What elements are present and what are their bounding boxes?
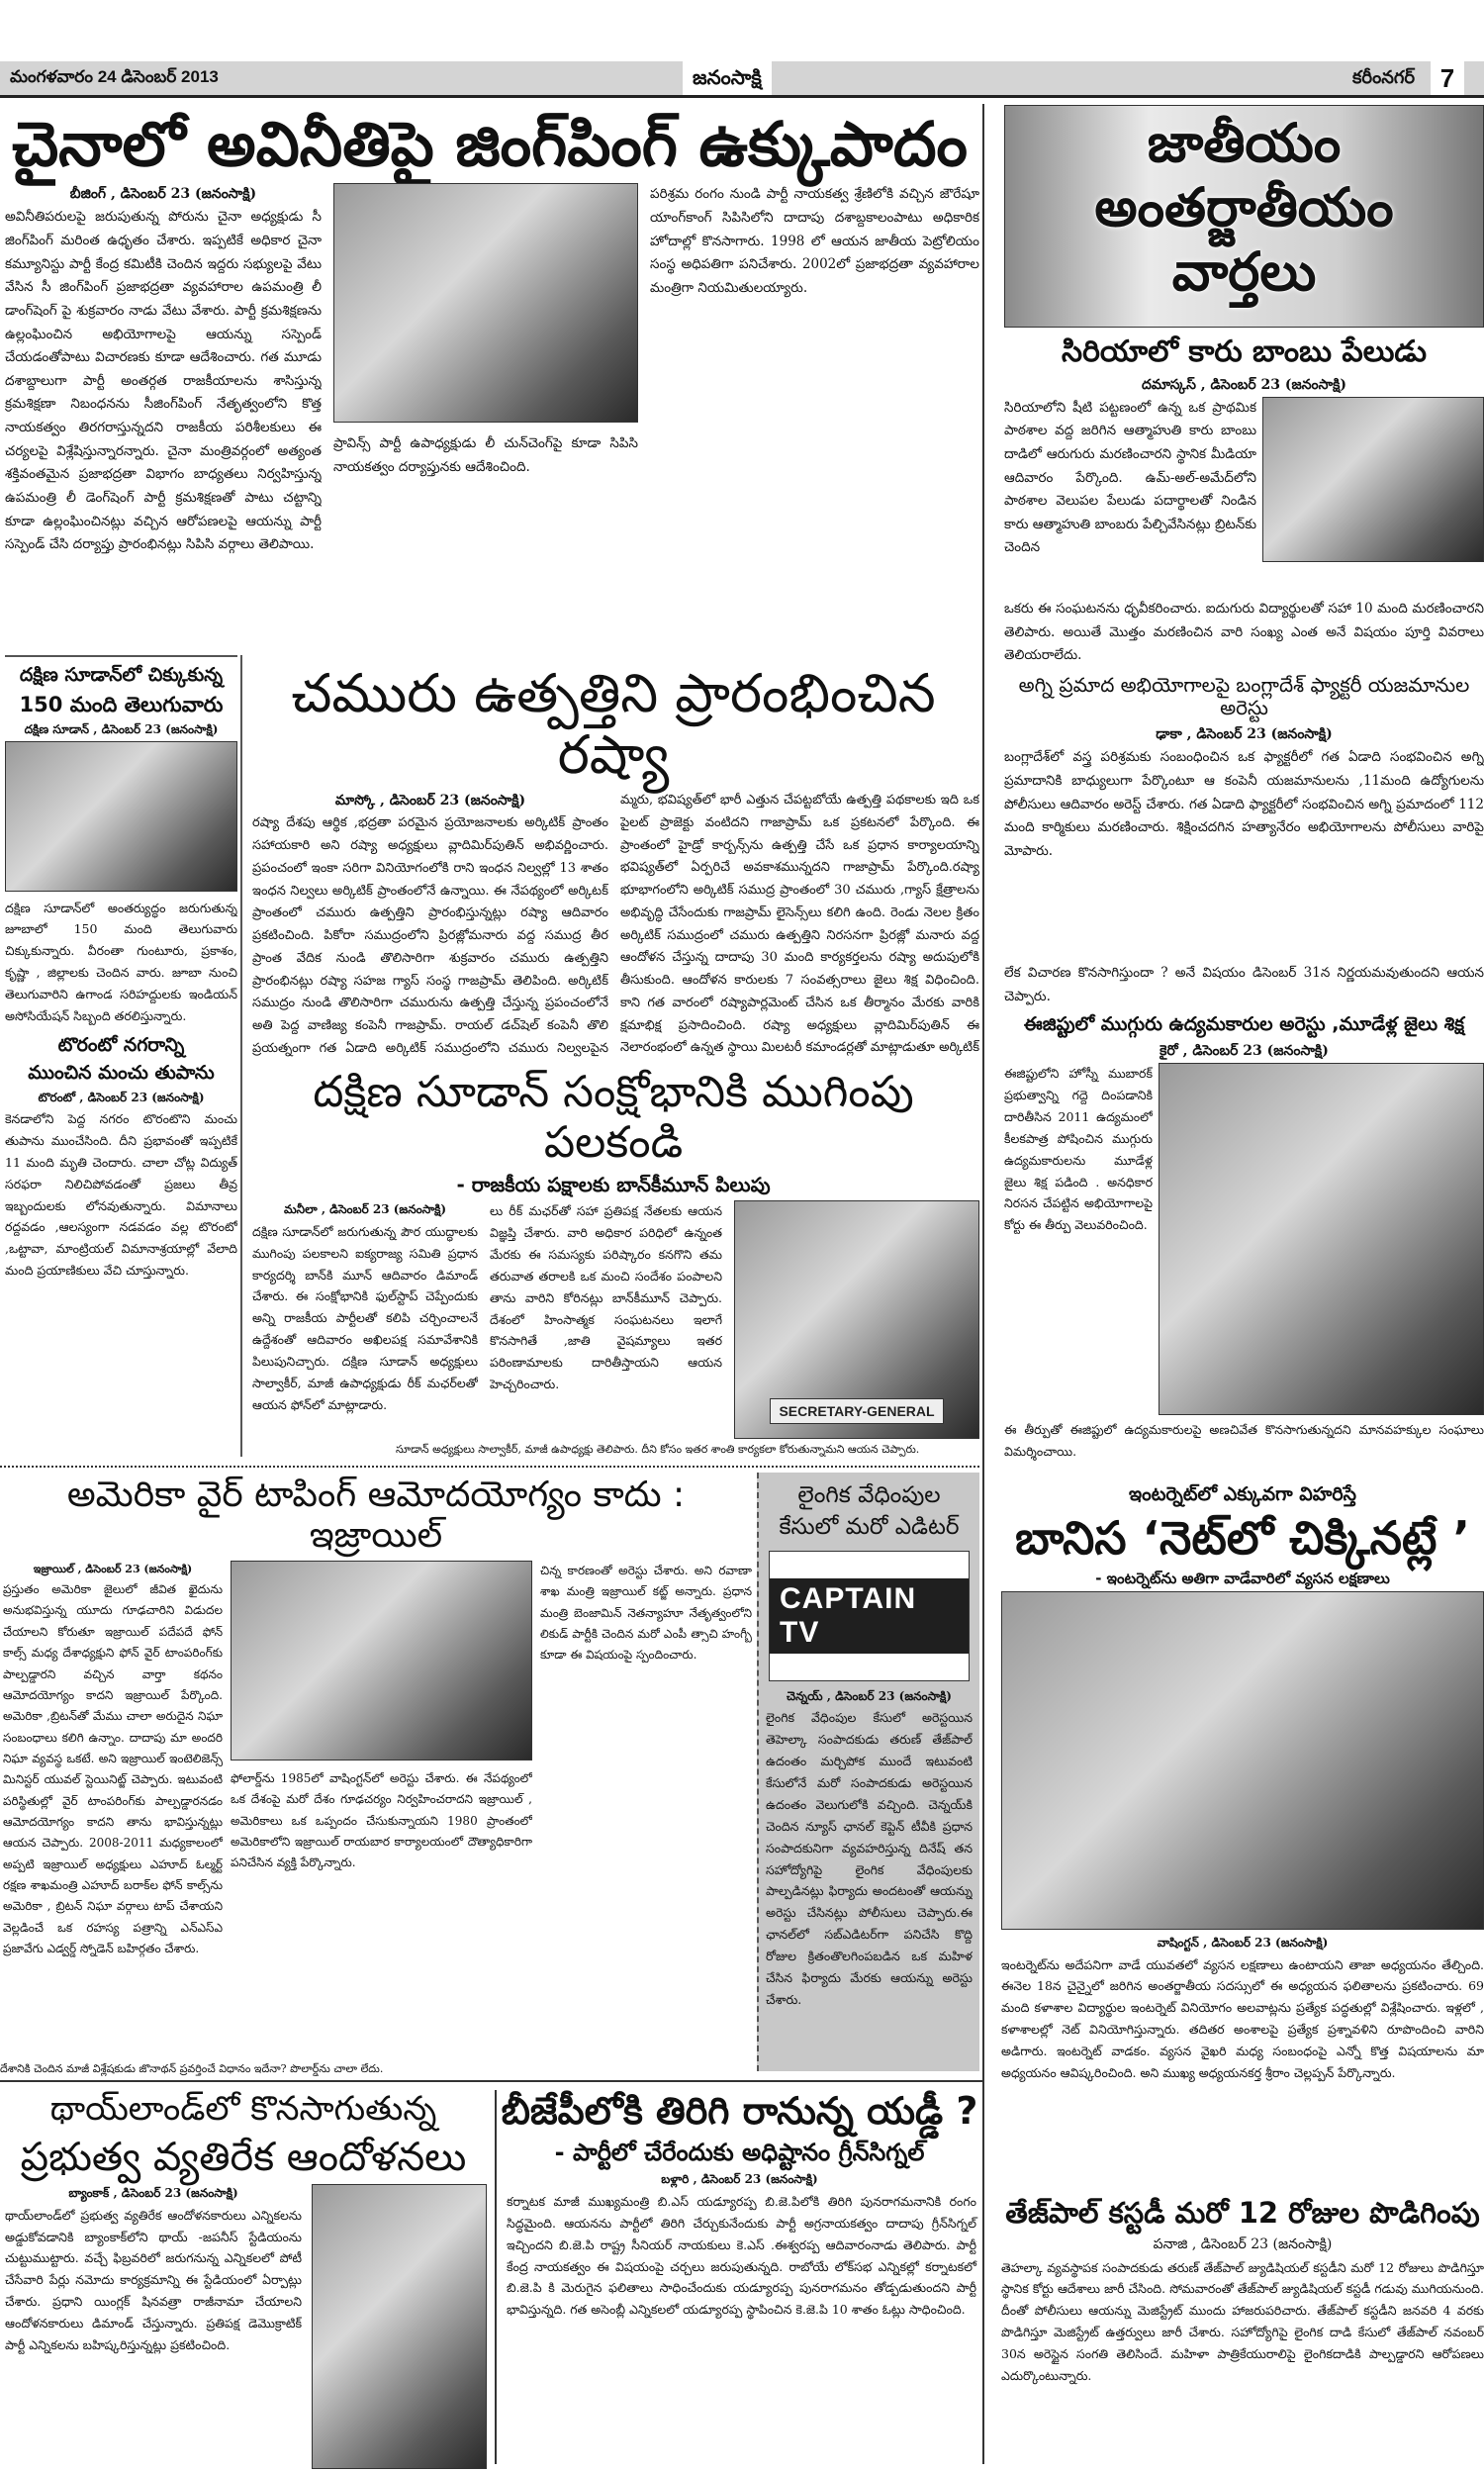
- internet-kicker: ఇంటర్నెట్‌లో ఎక్కువగా విహరిస్తే: [1129, 1483, 1356, 1505]
- sudan-telugu-dateline: దక్షిణ సూడాన్ , డిసెంబర్ 23 (జనంసాక్షి): [24, 721, 219, 736]
- sudan-un-subhead: - రాజకీయ పక్షాలకు బాన్‌కీమూన్ పిలుపు: [456, 1173, 771, 1197]
- china-headline: చైనాలో అవినీతిపై జింగ్‌పింగ్ ఉక్కుపాదం: [12, 108, 968, 180]
- thailand-article: [0, 2088, 487, 2469]
- editor-headline-1: లైంగిక వేధింపుల: [797, 1482, 941, 1508]
- sudan-un-body-col2: లు రీక్ మఛర్‌తో సహా ప్రతిపక్ష నేతలకు ఆయన విజ్ఞప్తి చేశారు. వారి అధికార పరిధిలో ఉన్నంత మేరకు ఈ సమస్యకు పరిష్కారం కనగొని తమ తరువాత తరాలకి ఒక మంచి సందేశం పంపాలని తాను వారిని కోరినట్లు బాన్‌కీమూన్ చెప్పారు. దేశంలో హింసాత్మక సంఘటనలు ఇలాగే కొనసాగితే ,జాతి వైషమ్యాలు ఇతర పరింణామాలకు దారితీస్తాయని ఆయన హెచ్చరించారు.: [490, 1203, 722, 1392]
- section-divider: [0, 2080, 982, 2082]
- telugu-people-photo: [5, 741, 237, 892]
- egypt-body: ఈజిప్టులోని హోస్నీ ముబారక్ ప్రభుత్వాన్ని గద్దె దింపడానికి దారితీసిన 2011 ఉద్యమంలో కీలకపాత్ర పోషించిన ముగ్గురు ఉద్యమకారులను మూడేళ్ల జైలు శిక్ష పడింది . అనధికార నిరసన చేపట్టిన అభియోగాలపై కోర్టు ఈ తీర్పు వెలువరించింది.: [1004, 1066, 1153, 1233]
- bjp-body: కర్నాటక మాజీ ముఖ్యమంత్రి బి.ఎస్ యడ్యూరప్ప బి.జె.పిలోకి తిరిగి పునరాగమనానికి రంగం సిద్ధమైంది. ఆయనను పార్టీలో తిరిగి చేర్చుకునేందుకు పార్టీ అగ్రనాయకత్వం దాదాపు గ్రీన్‌సిగ్నల్ ఇచ్చిందని బి.జె.పి రాష్ట్ర సీనియర్ నాయకులు కె.ఎస్ .ఈశ్వరప్ప ఆదివారంనాడు తెలిపారు. పార్టీ కేంద్ర నాయకత్వం ఈ విషయంపై చర్చలు జరుపుతున్నది. రాబోయే లోక్‌సభ ఎన్నికల్లో కర్నాటకలో బి.జె.పి కి మెరుగైన ఫలితాలు సాధించేందుకు యడ్యూరప్ప పునరాగమనం తోడ్పడుతుందని పార్టీ భావిస్తున్నది. గత అసెంబ్లీ ఎన్నికలలో యడ్యూరప్ప స్థాపించిన కె.జె.పి 10 శాతం ఓట్లు సాధించింది.: [507, 2193, 976, 2318]
- egypt-body-end: ఈ తీర్పుతో ఈజిప్టులో ఉద్యమకారులపై అణచివేత కొనసాగుతున్నదని మానవహక్కుల సంఘాలు విమర్శించాయి.: [1004, 1422, 1484, 1460]
- syria-body: సిరియాలోని షీటి పట్టణంలో ఉన్న ఒక ప్రాథమిక పాఠశాల వద్ద జరిగిన ఆత్మాహుతి కారు బాంబు దాడిలో ఆరుగురు మరణించారని స్థానిక మీడియా ఆదివారం పేర్కొంది. ఉమ్-అల్-అమేద్‌లోని పాఠశాల వెలుపల పేలుడు పదార్థాలతో నిండిన కారు ఆత్మాహుతి బాంబరు పేల్చివేసినట్లు బ్రిటన్‌కు చెందిన: [1004, 399, 1256, 556]
- russia-dateline: మాస్కో , డిసెంబర్ 23 (జనంసాక్షి): [334, 793, 526, 809]
- captain-tv-logo: [769, 1551, 970, 1681]
- israel-bottom-line: దేశానికి చెందిన మాజీ విశ్లేషకుడు జొనాథన్ ప్రవర్తించే విధానం ఇదేనా? పొలార్డ్‌ను చాలా లేదు.: [0, 2061, 384, 2075]
- toronto-dateline: టొరంటో , డిసెంబర్ 23 (జనంసాక్షి): [38, 1090, 205, 1104]
- israel-body-col2: ఫోలార్డ్‌ను 1985లో వాషింగ్టన్‌లో అరెస్టు చేశారు. ఈ నేపథ్యంలో ఒక దేశంపై మరో దేశం గూఢచర్యం నిర్వహించరాదని ఇజ్రాయిల్ , అమెరికాలు ఒక ఒప్పందం చేసుకున్నాయని 1980 ప్రాంతంలో అమెరికాలోని ఇజ్రాయిల్ రాయబార కార్యాలయంలో దౌత్యాధికారిగా పనిచేసిన వ్యక్తి పేర్కొన్నారు.: [231, 1770, 532, 1870]
- car-bomb-photo: [1262, 397, 1484, 562]
- ban-ki-moon-photo: [734, 1200, 979, 1439]
- syria-article: [989, 328, 1484, 668]
- banner-line-2: అంతర్జాతీయం: [1094, 175, 1394, 238]
- thailand-dateline: బ్యాంకాక్ , డిసెంబర్ 23 (జనంసాక్షి): [68, 2186, 238, 2201]
- china-body-col3: పరిశ్రమ రంగం నుండి పార్టీ నాయకత్వ శ్రేణిలోకి వచ్చిన జౌరేషూ యాంగ్‌కాంగ్ సిపిసిలోని దాదాపు దశాబ్దకాలంపాటు అధికారిక హోదాల్లో కొనసాగారు. 1998 లో ఆయన జాతీయ పెట్రోలియం సంస్థ అధిపతిగా పనిచేశారు. 2002లో ప్రజాభద్రతా వ్యవహారాల మంత్రిగా నియమితులయ్యారు.: [650, 186, 979, 296]
- sudan-telugu-headline-2: 150 మంది తెలుగువారు: [19, 692, 224, 716]
- bangladesh-body-end: లేక విచారణ కొనసాగిస్తుందా ? అనే విషయం డిసెంబర్ 31న నిర్ణయమవుతుందని ఆయన చెప్పారు.: [1004, 964, 1484, 1004]
- computer-user-photo: [1001, 1591, 1484, 1930]
- toronto-article: [5, 1027, 237, 1457]
- syria-body-end: ఒకరు ఈ సంఘటనను ధృవీకరించారు. ఐదుగురు విద్యార్థులతో సహా 10 మంది మరణించారని తెలిపారు. అయితే మొత్తం మరణించిన వారి సంఖ్య ఎంత అనే విషయం పూర్తి వివరాలు తెలియరాలేదు.: [1004, 601, 1484, 664]
- china-dateline: బీజింగ్ , డిసెంబర్ 23 (జనంసాక్షి): [69, 186, 257, 203]
- tejpal-article: [989, 2189, 1484, 2466]
- bjp-dateline: బళ్లారి , డిసెంబర్ 23 (జనంసాక్షి): [661, 2172, 818, 2187]
- column-divider: [240, 655, 242, 1457]
- column-divider: [982, 104, 984, 2464]
- section-divider: [0, 1466, 979, 1468]
- sudan-un-caption-strip: సూడాన్ అధ్యక్షులు సాల్వాకీర్, మాజీ ఉపాధ్యక్షు తెలిపారు. దీని కోసం ఇతర శాంతి కార్యకలా కోరుతున్నామని ఆయన చెప్పారు.: [396, 1442, 920, 1456]
- egypt-headline: ఈజిప్టులో ముగ్గురు ఉద్యమకారుల అరెస్టు ,మూడేళ్ల జైలు శిక్ష: [1023, 1013, 1465, 1036]
- editor-body: లైంగిక వేధింపుల కేసులో అరెస్టయిన తెహెల్కా సంపాదకుడు తరుణ్ తేజ్‌పాల్ ఉదంతం మర్చిపోక ముందే ఇటువంటి కేసులోనే మరో సంపాదకుడు అరెస్టయిన ఉదంతం వెలుగులోకి వచ్చింది. చెన్నయ్‌కి చెందిన న్యూస్ ఛానల్ కెప్టెన్ టీవీకి ప్రధాన సంపాదకునిగా వ్యవహరిస్తున్న దినేష్ తన సహోద్యోగిపై లైంగిక వేధింపులకు పాల్పడినట్లు ఫిర్యాదు అందటంతో ఆయన్ను అరెస్టు చేసినట్లు పోలీసులు చెప్పారు.ఈ ఛానల్‌లో సబ్‌ఎడిటర్‌గా పనిచేసి కొద్ది రోజుల క్రితంతొలగింపబడిన ఒక మహిళ చేసిన ఫిర్యాదు మేరకు ఆయన్ను అరెస్టు చేశారు.: [766, 1710, 973, 2007]
- sudan-telugu-body: దక్షిణ సూడాన్‌లో అంతర్యుద్ధం జరుగుతున్న జూబాలో 150 మంది తెలుగువారు చిక్కుకున్నారు. వీరంతా గుంటూరు, ప్రకాశం, కృష్ణా , జిల్లాలకు చెందిన వారు. జూబా నుంచి తెలుగువారిని ఉగాండ సరిహద్దులకు ఇండియన్ అసోసియేషన్ సిబ్బంది తరలిస్తున్నారు.: [5, 900, 237, 1023]
- tejpal-dateline: పనాజి , డిసెంబర్ 23 (జనంసాక్షి): [1153, 2236, 1333, 2253]
- china-body-col1: అవినీతిపరులపై జరుపుతున్న పోరును చైనా అధ్యక్షుడు సీ జింగ్‌పింగ్ మరింత ఉధృతం చేశారు. ఇప్పటికే అధికార చైనా కమ్యూనిస్టు పార్టీ కేంద్ర కమిటీకి చెందిన ఇద్దరు సభ్యులపై వేటు వేసిన సీ జింగ్‌పింగ్ ప్రజాభద్రతా వ్యవహారాల ఉపమంత్రి లీ డాంగ్‌షెంగ్ పై శుక్రవారం నాడు వేటు వేశారు. పార్టీ క్రమశిక్షణను ఉల్లంఘించిన అభియోగాలపై ఆయన్ను సస్పెండ్ చేయడంతోపాటు విచారణకు కూడా ఆదేశించారు. గత మూడు దశాబ్దాలుగా పార్టీ అంతర్గత రాజకీయాలను శాసిస్తున్న క్రమశిక్షణా నిబంధనను సీజింగ్‌పింగ్ నేతృత్వంలోని కొత్త నాయకత్వం తిరగరాస్తున్నదని రాజకీయ పరిశీలకులు ఈ చర్యలపై విశ్లేషిస్తున్నారన్నారు. చైనా మంత్రివర్గంలో అత్యంత శక్తివంతమైన ప్రజాభద్రతా విభాగం బాధ్యతలు నిర్వహిస్తున్న ఉపమంత్రి లీ డెంగ్‌షెంగ్ పార్టీ క్రమశిక్షణతో పాటు చట్టాన్ని కూడా ఉల్లంఘించినట్లు వచ్చిన ఆరోపణలపై ఆయన్ను పార్టీ సస్పెండ్ చేసి దర్యాప్తు ప్రారంభినట్లు సిపిసి వర్గాలు తెలిపాయి.: [5, 209, 322, 553]
- tejpal-headline: తేజ్‌పాల్ కస్టడీ మరో 12 రోజుల పొడిగింపు: [1005, 2196, 1480, 2230]
- left-sidebar: [5, 655, 237, 1457]
- jail-bars-photo: [1159, 1063, 1484, 1415]
- bjp-headline: బీజేపీలోకి తిరిగి రానున్న యడ్డీ ?: [501, 2089, 978, 2133]
- toronto-headline-2: ముంచిన మంచు తుపాను: [28, 1061, 215, 1084]
- middle-column: [247, 661, 979, 1463]
- internet-headline: బానిస ‘నెట్‌లో చిక్కినట్లే ’: [1015, 1510, 1470, 1565]
- bangladesh-headline: అగ్ని ప్రమాద అభియోగాలపై బంగ్లాదేశ్ ఫ్యాక్టరీ యజమానుల అరెస్టు: [1018, 673, 1470, 720]
- israel-headline: అమెరికా వైర్ టాపింగ్ ఆమోదయోగ్యం కాదు : ఇజ్రాయిల్: [66, 1475, 686, 1557]
- russia-article: [247, 661, 979, 1062]
- banner-line-1: జాతీయం: [1147, 112, 1342, 174]
- paper-logo: జనంసాక్షి: [683, 61, 772, 95]
- editor-dateline: చెన్నయ్ , డిసెంబర్ 23 (జనంసాక్షి): [787, 1688, 952, 1703]
- syria-dateline: దమాస్కస్ , డిసెంబర్ 23 (జనంసాక్షి): [1141, 376, 1347, 393]
- section-banner: [1004, 105, 1484, 328]
- toronto-body: కెనడాలోని పెద్ద నగరం టొరంటొని మంచు తుపాను ముంచేసింది. దీని ప్రభావంతో ఇప్పటికే 11 మంది మృతి చెందారు. చాలా చోట్ల విద్యుత్ సరఫరా నిలిచిపోవడంతో ప్రజలు తీవ్ర ఇబ్బందులకు లోనవుతున్నారు. విమానాలు రద్దవడం ,ఆలస్యంగా నడవడం వల్ల టొరంటో ,ఒట్టావా, మాంట్రియల్ విమానాశ్రయాల్లో వేలాది మంది ప్రయాణికులు వేచి చూస్తున్నారు.: [5, 1111, 237, 1279]
- xi-jinping-photo: [333, 183, 638, 423]
- banner-line-3: వార్తలు: [1171, 239, 1317, 303]
- china-body-col2: ప్రావిన్స్ పార్టీ ఉపాధ్యక్షుడు లీ చున్‌చెంగ్‌పై కూడా సిపిసి నాయకత్వం దర్యాప్తునకు ఆదేశించింది.: [333, 435, 638, 475]
- sudan-telugu-headline-1: దక్షిణ సూడాన్‌లో చిక్కుకున్న: [19, 664, 224, 686]
- israel-body-col1: ప్రస్తుతం అమెరికా జైలులో జీవిత ఖైదును అనుభవిస్తున్న యూదు గూఢచారిని విడుదల చేయాలని కోరుతూ ఇజ్రాయిల్ పదేపదే ఫోన్ కాల్స్ మధ్య దేశాధ్యక్షుని ఫోన్ వైర్ టాంపరింగ్‌కు పాల్పడ్డారని వచ్చిన వార్తా కథనం ఆమోదయోగ్యం కాదని ఇజ్రాయిల్ పేర్కొంది. అమెరికా ,బ్రిటన్‌తో మేము చాలా అరుదైన నిఘా సంబంధాలు కలిగి ఉన్నాం. దాదాపు మా అందరి నిఘా వ్యవస్థ ఒకటే. అని ఇజ్రాయిల్ ఇంటెలిజెన్స్ మినిస్టర్ యువల్ స్టెయినిట్జ్ చెప్పారు. ఇటువంటి పరిస్థితుల్లో వైర్ టాంపరింగ్‌కు పాల్పడ్డారనడం ఆమోదయోగ్యం కాదని తాను భావిస్తున్నట్లు ఆయన చెప్పారు. 2008-2011 మధ్యకాలంలో అప్పటి ఇజ్రాయిల్ అధ్యక్షులు ఎహూద్ ఓల్మర్ట్ రక్షణ శాఖమంత్రి ఎహూద్ బరాక్‌ల ఫోన్ కాల్స్‌ను అమెరికా , బ్రిటన్ నిఘా వర్గాలు టాప్ చేశాయని వెల్లడించే ఒక రహస్య పత్రాన్ని ఎన్ఎస్ఎ ప్రజావేగు ఎడ్వర్డ్ స్నోడెన్ బహిర్గతం చేశారు.: [3, 1582, 223, 1956]
- egypt-article: [989, 1008, 1484, 1463]
- israel-flag-photo: [231, 1561, 532, 1760]
- sudan-un-article: [247, 1062, 979, 1463]
- internet-subhead: - ఇంటర్నెట్‌ను అతిగా వాడేవారిలో వ్యసన లక్షణాలు: [1095, 1569, 1390, 1587]
- bangladesh-article: [989, 668, 1484, 1008]
- israel-body-col3: చిన్న కారణంతో అరెస్టు చేశారు. అని రవాణా శాఖ మంత్రి ఇజ్రాయిల్ కట్జ్ అన్నారు. ప్రధాన మంత్రి బెంజామిన్ నెతన్యాహూ నేతృత్వంలోని లికుడ్ పార్టీకి చెందిన మరో ఎంపీ త్సాచి హంగ్బీ కూడా ఈ విషయంపై స్పందించారు.: [540, 1563, 752, 1663]
- sudan-un-dateline: మనీలా , డిసెంబర్ 23 (జనంసాక్షి): [283, 1202, 447, 1217]
- bjp-subhead: - పార్టీలో చేరేందుకు అధిష్టానం గ్రీన్‌సిగ్నల్: [554, 2138, 925, 2166]
- internet-body: ఇంటర్నెట్‌ను అదేపనిగా వాడే యువతలో వ్యసన లక్షణాలు ఉంటాయని తాజా అధ్యయనం తేల్చింది. ఈనెల 18న చైన్నైలో జరిగిన అంతర్జాతీయ సదస్సులో ఈ అధ్యయన ఫలితాలను ప్రకటించారు. 69 మంది కళాశాల విద్యార్థుల ఇంటర్నెట్ వినియోగం అలవాట్లను ప్రత్యేక పద్ధతుల్లో విశ్లేషించారు. ఇళ్లలో , కళాశాలల్లో నెట్ వినియోగిస్తున్నారు. తదితర అంశాలపై ప్రత్యేక ప్రశ్నావళిని రూపొందించి వారిని అడిగారు. ఇంటర్నెట్ వాడకం. వ్యసన వైఖరి మధ్య సంబంధంపై ఎన్నో కొత్త విషయాలను మా అధ్యయనం ఆవిష్కరించింది. అని ముఖ్య అధ్యయనకర్త శ్రీరాం చెల్లప్పన్ పేర్కొన్నారు.: [1001, 1956, 1484, 2080]
- israel-dateline: ఇజ్రాయిల్ , డిసెంబర్ 23 (జనంసాక్షి): [33, 1562, 193, 1575]
- captain-tv-logo-text: CAPTAIN TV: [770, 1578, 969, 1654]
- photo-sign-text: SECRETARY-GENERAL: [770, 1398, 943, 1424]
- column-divider: [495, 2090, 497, 2464]
- thailand-headline-2: ప్రభుత్వ వ్యతిరేక ఆందోళనలు: [20, 2135, 467, 2181]
- bangladesh-body: బంగ్లాదేశ్‌లో వస్త్ర పరిశ్రమకు సంబంధించిన ఒక ఫ్యాక్టరీలో గత ఏడాది సంభవించిన అగ్ని ప్రమాదానికి బాధ్యులుగా పేర్కొంటూ ఆ కంపెనీ యజమానులను ,11మంది ఉద్యోగులను పోలీసులు ఆదివారం అరెస్ట్ చేశారు. గత ఏడాది ఫ్యాక్టరీలో సంభవించిన అగ్ని ప్రమాదంలో 112 మంది కార్మికులు మరణించారు. శిక్షించదగిన హత్యానేరం అభియోగాలను పోలీసులు వారిపై మోపారు.: [1004, 749, 1484, 859]
- right-column-upper: [989, 105, 1484, 1463]
- russia-headline: చమురు ఉత్పత్తిని ప్రారంభించిన రష్యా: [291, 662, 936, 787]
- bangladesh-dateline: ఢాకా , డిసెంబర్ 23 (జనంసాక్షి): [1156, 726, 1333, 743]
- sudan-un-body-col1: దక్షిణ సూడాన్‌లో జరుగుతున్న పౌర యుద్ధాలకు ముగింపు పలకాలని ఐక్యరాజ్య సమితి ప్రధాన కార్యదర్శి బాన్‌కి మూన్ ఆదివారం డిమాండ్ చేశారు. ఈ సంక్షోభానికి ఫుల్‌స్టాప్ చెప్పేందుకు అన్ని రాజకీయ పార్టీలతో కలిపి చర్చించాలనే ఉద్దేశంతో ఆదివారం అఖిలపక్ష సమావేశానికి పిలుపునిచ్చారు. దక్షిణ సూడాన్ అధ్యక్షులు సాల్వాకీర్, మాజీ ఉపాధ్యక్షుడు రీక్ మఛర్‌లతో ఆయన ఫోన్‌లో మాట్లాడారు.: [252, 1223, 478, 1412]
- toronto-headline-1: టొరంటో నగరాన్ని: [57, 1033, 185, 1056]
- tejpal-body: తెహల్కా వ్యవస్థాపక సంపాదకుడు తరుణ్ తేజ్‌పాల్ జ్యుడిషియల్ కస్టడీని మరో 12 రోజులు పొడిగిస్తూ స్థానిక కోర్టు ఆదేశాలు జారీ చేసింది. సోమవారంతో తేజ్‌పాల్ జ్యుడిషియల్ కస్టడీ గడువు ముగియనుంది. దీంతో పోలీసులు ఆయన్ను మెజిస్ట్రేట్ ముందు హాజరుపరిచారు. తేజ్‌పాల్ కస్టడీని జనవరి 4 వరకు పొడిగిస్తూ మెజిస్ట్రేట్ ఉత్తర్వులు జారీ చేశారు. సహోద్యోగిపై లైంగిక దాడి కేసులో తేజ్‌పాల్ నవంబర్ 30న అరెస్టైన సంగతి తెలిసిందే. మహిళా పాత్రికేయురాలిపై లైంగికదాడికి పాల్పడ్డారని ఆరోపణలు ఎదుర్కొంటున్నారు.: [1001, 2259, 1484, 2383]
- right-column-lower: [989, 1482, 1484, 2466]
- editor-headline-2: కేసులో మరో ఎడిటర్: [779, 1514, 960, 1541]
- russia-body-col1: రష్యా దేశపు ఆర్థిక ,భద్రతా పరమైన ప్రయోజనాలకు అర్కిటిక్ ప్రాంతం సహాయకారి అని రష్యా అధ్యక్షులు వ్లాదిమిర్‌పుతిన్ అభివర్ణించారు. ప్రపంచంలో ఇంకా సరిగా వినియోగంలోకి రాని ఇంధన నిల్వల్లో 13 శాతం ఇంధన నిల్వలు అర్కిటిక్ ప్రాంతంలోనే ఉన్నాయి. ఈ నేపథ్యంలో అర్కిటక్ ప్రాంతంలో చమురు ఉత్పత్తిని ప్రారంభిస్తున్నట్లు రష్యా ఆదివారం ప్రకటించింది. పికోరా సముద్రంలోని ప్రిరజ్లోమనారు వద్ద సముద్ర తీర ప్రాంత వేదిక నుండి తొలిసారిగా శుక్రవారం చమురు ఉత్పత్తిని ప్రారంభినట్లు రష్యా సహజ గ్యాస్ సంస్థ గాజప్రామ్ తెలిపింది. అర్కిటిక్ సముద్రం నుండి తొలిసారిగా చమురును ఉత్పత్తి చేస్తున్న ప్రపంచంలోనే అతి పెద్ద వాణిజ్య కంపెనీ గాజప్రామ్. రాయల్ డచ్‌షెల్ కంపెనీ తొలి ప్రయత్నంగా గత ఏడాది అర్కిటిక్ సముద్రంలోని చమురు నిల్వలపైన: [252, 815, 608, 1056]
- thailand-body: థాయ్‌లాండ్‌లో ప్రభుత్వ వ్యతిరేక ఆందోళనకారులు ఎన్నికలను అడ్డుకోవడానికి బ్యాంకాక్‌లోని థాయ్ -జపనీస్ స్టేడియంను చుట్టుముట్టారు. వచ్చే ఫిబ్రవరిలో జరుగనున్న ఎన్నికలలో పోటీ చేసేవారి పేర్లు నమోదు కార్యక్రమాన్ని ఈ స్టేడియంలో ఏర్పాట్లు చేశారు. ప్రధాని యింగ్లక్ షినవత్రా రాజీనామా చేయాలని ఆందోళనకారులు డిమాండ్ చేస్తున్నారు. ప్రతిపక్ష డెమొక్రాటిక్ పార్టీ ఎన్నికలను బహిష్కరిస్తున్నట్లు ప్రకటించింది.: [5, 2207, 302, 2352]
- masthead-bar: [0, 61, 1484, 98]
- china-article: [0, 107, 979, 649]
- syria-headline: సిరియాలో కారు బాంబు పేలుడు: [1062, 334, 1427, 369]
- sudan-telugu-box: [5, 657, 237, 1027]
- russia-body-col2: మ్మరు, భవిష్యత్‌లో భారీ ఎత్తున చేపట్టబోయే ఉత్పత్తి పథకాలకు ఇది ఒక పైలట్ ప్రాజెక్టు వంటిదని గాజాప్రామ్ ఒక ప్రకటనలో పేర్కొంది. ఈ ప్రాంతంలో హైడ్రో కార్బన్స్‌ను ఉత్పత్తి చేసే ఒక ప్రధాన కార్యాలయాన్ని భవిష్యత్‌లో ఏర్పరిచే అవకాశమున్నదని గాజాప్రామ్ పేర్కొంది.రష్యా భూభాగంలోని అర్కిటిక్ సముద్ర ప్రాంతంలో 30 చమురు ,గ్యాస్ క్షేత్రాలను అభివృద్ధి చేసేందుకు గాజప్రామ్ లైసెన్స్‌లు కలిగి ఉంది. రెండు నెలల క్రితం అర్కిటిక్ సముద్రంలో చమురు ఉత్పత్తిని నిరసనగా ప్రిరజ్లో మనారు వద్ద ఆందోళన చేస్తున్న దాదాపు 30 మంది కార్యకర్తలను రష్యా అదుపులోకి తీసుకుంది. ఆందోళన కారులకు 7 సంవత్సరాలు జైలు శిక్ష విధించింది. కాని గత వారంలో రష్యాపార్లమెంట్ చేసిన ఒక తీర్మానం మేరకు వారికి క్షమాభిక్ష ప్రసాదించింది. రష్యా అధ్యక్షులు వ్లాదిమిర్‌పుతిన్ ఈ నెలారంభంలో ఉన్నత స్థాయి మిలటరీ కమాండర్లతో మాట్లాడుతూ అర్కిటిక్: [620, 793, 979, 1056]
- page-number: 7: [1431, 61, 1464, 95]
- israel-article: [0, 1473, 752, 2076]
- egypt-dateline: కైరో , డిసెంబర్ 23 (జనంసాక్షి): [1159, 1043, 1329, 1060]
- editor-case-box: [757, 1473, 979, 2071]
- internet-article: [989, 1482, 1484, 2189]
- thailand-headline-1: థాయ్‌లాండ్‌లో కొనసాగుతున్న: [49, 2089, 437, 2129]
- sudan-un-headline: దక్షిణ సూడాన్ సంక్షోభానికి ముగింపు పలకండి: [313, 1067, 914, 1168]
- edition-name: కరీంనగర్: [1352, 67, 1415, 87]
- internet-dateline: వాషింగ్టన్ , డిసెంబర్ 23 (జనంసాక్షి): [1157, 1935, 1329, 1950]
- bjp-article: [500, 2088, 979, 2469]
- protest-crowd-photo: [312, 2184, 487, 2469]
- issue-date: మంగళవారం 24 డిసెంబర్ 2013: [10, 67, 219, 86]
